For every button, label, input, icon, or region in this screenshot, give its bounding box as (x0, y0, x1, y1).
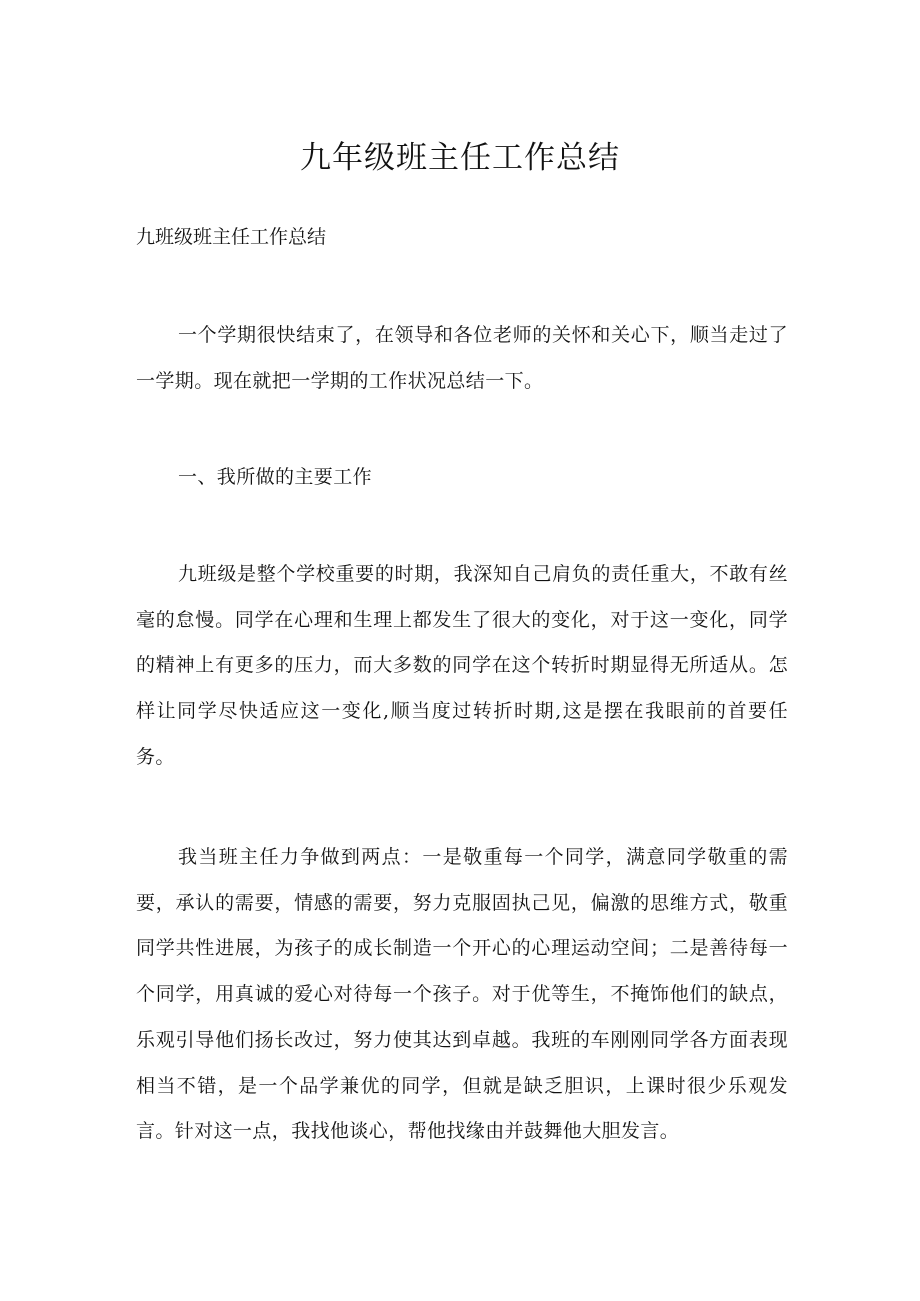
paragraph-intro: 一个学期很快结束了，在领导和各位老师的关怀和关心下，顺当走过了一学期。现在就把一学期的工作状况总结一下。 (136, 324, 788, 392)
document-title: 九年级班主任工作总结 (300, 140, 620, 176)
paragraph-grade-nine: 九班级是整个学校重要的时期，我深知自己肩负的责任重大，不敢有丝毫的怠慢。同学在心理和生理上都发生了很大的变化，对于这一变化，同学的精神上有更多的压力，而大多数的同学在这个转折时期显得无所适从。怎样让同学尽快适应这一变化,顺当度过转折时期,这是摆在我眼前的首要任务。 (136, 563, 788, 768)
paragraph-two-points: 我当班主任力争做到两点：一是敬重每一个同学，满意同学敬重的需要，承认的需要，情感的需要，努力克服固执己见，偏激的思维方式，敬重同学共性进展，为孩子的成长制造一个开心的心理运动空间；二是善待每一个同学，用真诚的爱心对待每一个孩子。对于优等生，不掩饰他们的缺点，乐观引导他们扬长改过，努力使其达到卓越。我班的车刚刚同学各方面表现相当不错，是一个品学兼优的同学，但就是缺乏胆识，上课时很少乐观发言。针对这一点，我找他谈心，帮他找缘由并鼓舞他大胆发言。 (136, 846, 788, 1143)
document-subtitle: 九班级班主任工作总结 (136, 226, 327, 248)
section-heading-main-work: 一、我所做的主要工作 (178, 466, 373, 488)
